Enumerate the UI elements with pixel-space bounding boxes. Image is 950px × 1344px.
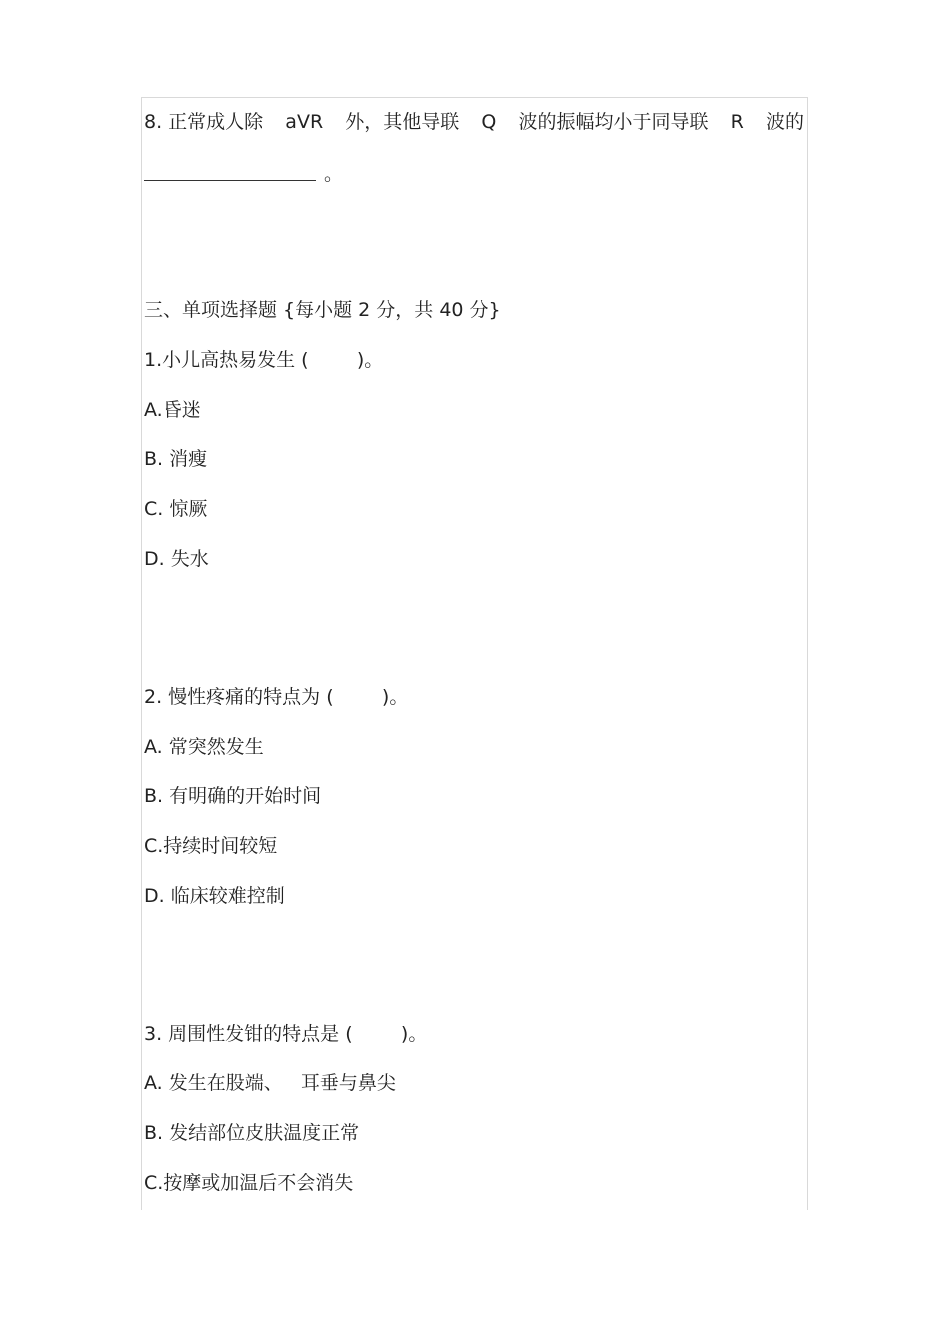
question-3-option-c: C.按摩或加温后不会消失 [144, 1172, 354, 1194]
fill-in-blank [144, 180, 316, 181]
question-8-part: 外，其他导联 [345, 111, 460, 133]
question-3-option-b: B. 发结部位皮肤温度正常 [144, 1122, 360, 1144]
question-1-option-c: C. 惊厥 [144, 498, 208, 520]
question-8-part: aVR [285, 111, 324, 133]
question-8-part: R [730, 111, 744, 133]
question-3-stem: 3. 周围性发钳的特点是 ( )。 [144, 1023, 428, 1045]
question-8-part: 波的振幅均小于同导联 [518, 111, 709, 133]
question-8-part: 波的 [765, 111, 804, 133]
question-8-end: 。 [324, 163, 344, 185]
question-2-option-c: C.持续时间较短 [144, 835, 278, 857]
question-8-part: 8. 正常成人除 [144, 111, 264, 133]
question-2-option-b: B. 有明确的开始时间 [144, 785, 322, 807]
question-1-option-b: B. 消瘦 [144, 448, 208, 470]
question-2-option-a: A. 常突然发生 [144, 736, 264, 758]
section-title: 三、单项选择题 {每小题 2 分，共 40 分} [144, 299, 501, 321]
question-2-stem: 2. 慢性疼痛的特点为 ( )。 [144, 686, 409, 708]
question-1-option-d: D. 失水 [144, 548, 209, 570]
question-1-option-a: A.昏迷 [144, 399, 201, 421]
question-1-stem: 1.小儿高热易发生 ( )。 [144, 349, 384, 371]
question-8-part: Q [481, 111, 497, 133]
question-2-option-d: D. 临床较难控制 [144, 885, 285, 907]
question-8-stem [144, 110, 804, 134]
question-3-option-a: A. 发生在股端、 耳垂与鼻尖 [144, 1072, 396, 1094]
